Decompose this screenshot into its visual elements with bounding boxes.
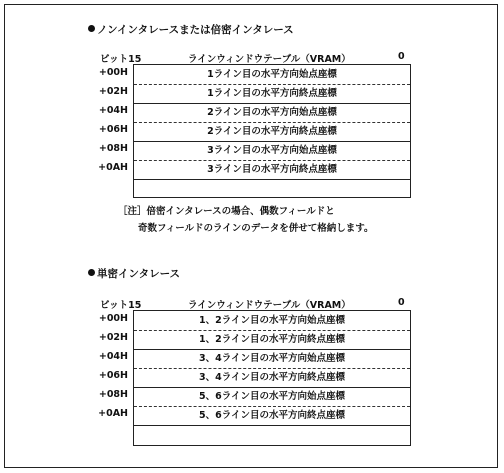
table-row: 2ライン目の水平方向終点座標 xyxy=(134,122,410,142)
section2-line-window-table xyxy=(133,310,411,446)
bullet-icon xyxy=(88,269,95,276)
table-row: 3ライン目の水平方向始点座標 xyxy=(134,141,410,161)
section1-title xyxy=(88,22,294,37)
table-row: 3、4ライン目の水平方向始点座標 xyxy=(134,349,410,369)
table-row: 5、6ライン目の水平方向終点座標 xyxy=(134,406,410,426)
section2-offset-08: +08H xyxy=(98,389,128,400)
section1-offset-02: +02H xyxy=(98,86,128,97)
section2-offset-06: +06H xyxy=(98,370,128,381)
table-row: 1、2ライン目の水平方向終点座標 xyxy=(134,330,410,350)
section2-title-text: 単密インタレース xyxy=(97,268,181,280)
table-row: 3ライン目の水平方向終点座標 xyxy=(134,160,410,180)
section1-table-title: ラインウィンドウテーブル（VRAM） xyxy=(188,54,351,65)
section1-bit0-label: 0 xyxy=(398,51,405,62)
section2-bit0-label: 0 xyxy=(398,297,405,308)
section2-offset-0a: +0AH xyxy=(98,408,128,419)
table-row: 1ライン目の水平方向始点座標 xyxy=(134,65,410,85)
section2-offset-04: +04H xyxy=(98,351,128,362)
section1-offset-06: +06H xyxy=(98,124,128,135)
section1-note-line2: 奇数フィールドのラインのデータを併せて格納します。 xyxy=(138,223,374,234)
section2-bit15-label: ビット15 xyxy=(100,300,142,311)
section2-title xyxy=(88,266,180,281)
section1-note-line1: ［注］倍密インタレースの場合、偶数フィールドと xyxy=(118,206,335,217)
section1-offset-00: +00H xyxy=(98,67,128,78)
section1-offset-04: +04H xyxy=(98,105,128,116)
table-row: 1ライン目の水平方向終点座標 xyxy=(134,84,410,104)
table-row: 3、4ライン目の水平方向終点座標 xyxy=(134,368,410,388)
section1-bit15-label: ビット15 xyxy=(100,54,142,65)
bullet-icon xyxy=(88,25,95,32)
section2-table-title: ラインウィンドウテーブル（VRAM） xyxy=(188,300,351,311)
section1-offset-08: +08H xyxy=(98,143,128,154)
section1-offset-0a: +0AH xyxy=(98,162,128,173)
section1-line-window-table xyxy=(133,64,411,198)
section1-title-text: ノンインタレースまたは倍密インタレース xyxy=(97,24,294,36)
table-row: 1、2ライン目の水平方向始点座標 xyxy=(134,311,410,331)
section2-offset-02: +02H xyxy=(98,332,128,343)
table-row: 5、6ライン目の水平方向始点座標 xyxy=(134,387,410,407)
section2-offset-00: +00H xyxy=(98,313,128,324)
table-row: 2ライン目の水平方向始点座標 xyxy=(134,103,410,123)
